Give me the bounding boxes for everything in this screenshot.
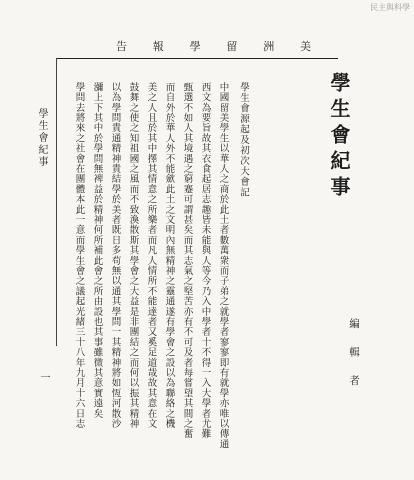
body-column: 美之人且於其中擇其情意之所樂者而凡人情所不能達者又奚足道哉故其意在文 [145, 82, 157, 429]
watermark-text: 民主與科學 [370, 3, 410, 12]
body-column: 中國留美學生以華人之商於此土者數萬衆而子弟之就學者寥寥即有就學亦唯以傳通 [217, 82, 229, 450]
body-column: 西文為要旨故其衣食起居志趣皆未能與人等今乃入中學者十不得一入大學者尤難 [199, 82, 211, 439]
body-column: 學問去將來之社會在團體本此一意而學生會之議起光緒三十八年九月十六日志 [73, 82, 85, 429]
article-title: 學生會紀事 [327, 72, 351, 202]
side-section-label: 學生會紀事 [36, 108, 47, 168]
header-rule [56, 58, 338, 59]
header-char: 告 [116, 40, 128, 53]
body-column: 以為學問貴通精神貴結學於美者既日多苟無以通其學問一其精神將如恆河散沙 [109, 82, 121, 429]
page-number: 一 [38, 372, 49, 382]
header-char: 洲 [263, 40, 276, 53]
header-char: 報 [152, 40, 165, 53]
author-label: 編 輯 者 [348, 318, 360, 389]
body-column: 甄選不如人其境遇之窮蹇可謂甚矣而其志氣之堅苦亦有不可及者每嘗望其間之奮 [181, 82, 193, 439]
header-char: 學 [189, 40, 202, 53]
margin-rule [56, 58, 57, 346]
header-char: 留 [226, 40, 239, 53]
body-column: 鼓舞之使之知祖國之風而不致渙散斯其學會之大益是非團結之而何以振其精神 [127, 82, 139, 429]
body-column: 而自外於華人外不能歛此土之文明內無精神之靈通遂有學會之設以為聯絡之機 [163, 82, 175, 429]
article-subtitle: 學生會源起及初次大會記 [238, 82, 249, 198]
running-header [116, 38, 312, 54]
body-column: 瀰上下其中於學問無裨益於精神何所補此會之所由設也其事雖微其意實遠矣 [91, 82, 103, 419]
header-char: 美 [299, 40, 312, 53]
